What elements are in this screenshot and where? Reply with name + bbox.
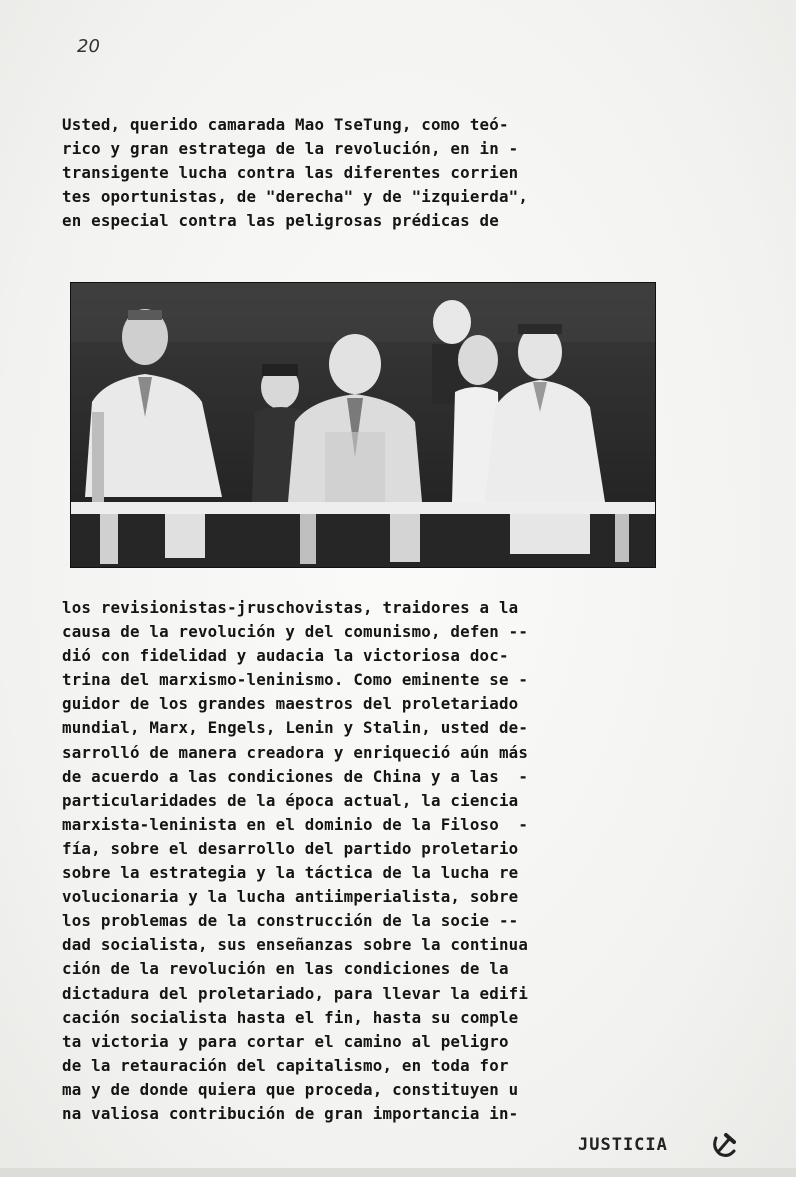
group-photo (70, 282, 656, 568)
balcony-railing (70, 502, 656, 514)
top-paragraph (62, 113, 682, 233)
hammer-sickle-icon (710, 1132, 738, 1158)
text-line: guidor de los grandes maestros del proletariado (62, 694, 519, 714)
publication-name: JUSTICIA (578, 1135, 668, 1155)
text-line: dad socialista, sus enseñanzas sobre la continua (62, 935, 529, 955)
text-line: los revisionistas-jruschovistas, traidores a la (62, 598, 519, 617)
group-photo-illustration (70, 282, 656, 568)
text-line: Usted, querido camarada Mao TseTung, como teó- (62, 115, 509, 134)
page-number: 20 (77, 36, 100, 57)
text-line: transigente lucha contra las diferentes corrien (62, 163, 519, 183)
text-line: ción de la revolución en las condiciones de la (62, 959, 509, 979)
text-line: tes oportunistas, de "derecha" y de "izquierda", (62, 187, 529, 207)
text-line: dictadura del proletariado, para llevar la edifi (62, 983, 529, 1003)
text-line: volucionaria y la lucha antiimperialista, sobre (62, 887, 519, 907)
text-line: dió con fidelidad y audacia la victoriosa doc- (62, 646, 509, 666)
text-line: sobre la estrategia y la táctica de la lucha re (62, 863, 519, 883)
text-line: particularidades de la época actual, la ciencia (62, 790, 519, 810)
bottom-paragraph (62, 596, 682, 1126)
text-line: cación socialista hasta el fin, hasta su comple (62, 1007, 519, 1027)
page-edge (0, 1168, 796, 1177)
text-line: marxista-leninista en el dominio de la Filoso - (62, 814, 529, 834)
text-line: los problemas de la construcción de la socie -- (62, 911, 519, 931)
text-line: de acuerdo a las condiciones de China y a las - (62, 766, 529, 786)
text-line: mundial, Marx, Engels, Lenin y Stalin, usted de- (62, 718, 529, 738)
text-line: na valiosa contribución de gran importancia in- (62, 1103, 519, 1123)
text-line: en especial contra las peligrosas prédicas de (62, 211, 499, 231)
text-line: causa de la revolución y del comunismo, defen -- (62, 622, 529, 642)
text-line: ma y de donde quiera que proceda, constituyen u (62, 1079, 519, 1099)
text-line: rico y gran estratega de la revolución, en in - (62, 139, 519, 159)
text-line: fía, sobre el desarrollo del partido proletario (62, 838, 519, 858)
text-line: sarrolló de manera creadora y enriqueció aún más (62, 742, 529, 762)
text-line: de la retauración del capitalismo, en toda for (62, 1055, 509, 1075)
text-line: ta victoria y para cortar el camino al peligro (62, 1031, 509, 1051)
text-line: trina del marxismo-leninismo. Como eminente se - (62, 670, 529, 690)
